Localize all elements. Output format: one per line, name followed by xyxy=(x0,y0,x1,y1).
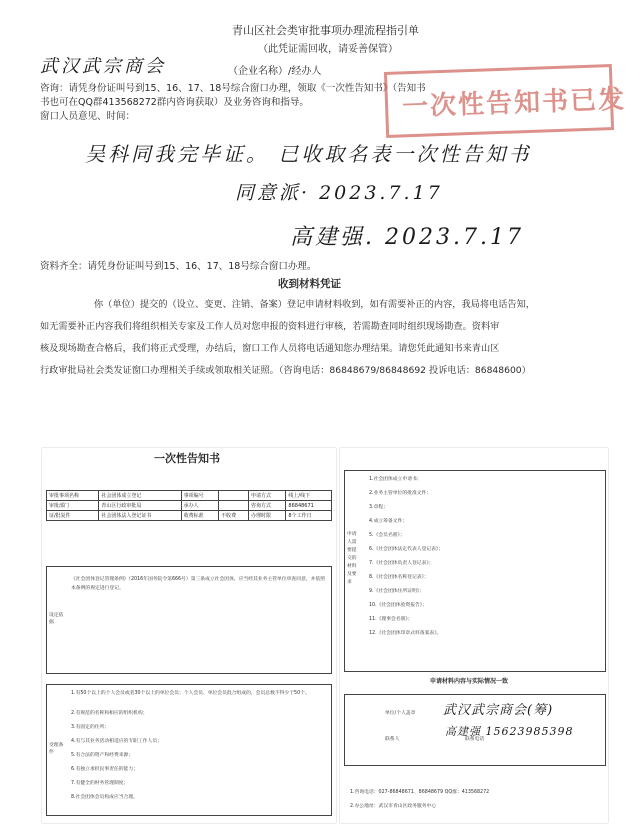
handwritten-note-2: 同意派· 2023.7.17 xyxy=(235,182,443,204)
bottom-note-1: 1.咨询电话：027-86848671、86848679 QQ群：413568272 xyxy=(350,790,490,795)
applicant-handwriting: 武汉武宗商会(筹) xyxy=(443,703,554,718)
table-cell: 社会团体成立登记 xyxy=(99,491,181,501)
consult-line-2: 书也可在QQ群413568272群内咨询获取）及业务咨询和指导。 xyxy=(40,97,309,108)
condition-item: 2.有规范的名称和相应的组织机构； xyxy=(71,711,148,716)
materials-side-label: 申请人需要提交的材料及要求 xyxy=(347,532,357,585)
condition-item: 4.有与其业务活动相适应的专职工作人员； xyxy=(71,739,162,744)
applicant-handwritten-name: 武汉武宗商会 xyxy=(40,56,166,77)
table-cell: 社会团体法人登记证书 xyxy=(99,511,181,521)
receipt-para-3: 核及现场勘查合格后，我们将正式受理，办结后，窗口工作人员将电话通知您办理结果。请您凭此通知书来青山区 xyxy=(40,343,500,354)
material-item: 2.业务主管单位的批准文件； xyxy=(369,491,432,496)
page-title: 青山区社会类审批事项办理流程指引单 xyxy=(232,24,419,37)
stamp-text: 一次性告知书已发 xyxy=(401,84,627,123)
material-item: 4.成立筹备文件； xyxy=(369,519,408,524)
notice-sheet-left xyxy=(42,448,336,823)
condition-item: 8.社会团体会员构成应当合理。 xyxy=(71,795,138,800)
table-cell: 不收费 xyxy=(219,511,249,521)
footer-note: 申请材料内容与实际情况一致 xyxy=(430,678,509,685)
material-item: 8.《社会团体名称登记表》； xyxy=(369,575,429,580)
material-item: 6.《社会团体法定代表人登记表》； xyxy=(369,547,444,552)
table-cell xyxy=(219,501,249,511)
law-basis-block xyxy=(46,566,332,674)
table-cell: 审批事项名称 xyxy=(47,491,99,501)
material-item: 12.《社会团体印章式样备案表》。 xyxy=(369,631,442,636)
material-item: 9.《社会团体住所证明》； xyxy=(369,589,424,594)
applicant-sign-block xyxy=(344,694,606,766)
materials-block xyxy=(344,470,606,672)
red-stamp xyxy=(384,64,627,138)
page-subtitle: （此凭证需回收，请妥善保管） xyxy=(258,44,398,55)
receipt-para-1: 你（单位）提交的（设立、变更、注销、备案）登记申请材料收到，如有需要补正的内容，我局将电话告知， xyxy=(94,299,535,310)
condition-item: 5.有合法的资产和经费来源； xyxy=(71,753,134,758)
table-cell: 承办人 xyxy=(181,501,218,511)
contact-handwriting: 高建强 15623985398 xyxy=(445,725,574,738)
table-cell: 线上/线下 xyxy=(286,491,332,501)
material-item: 3.章程； xyxy=(369,505,388,510)
conditions-label: 受理条件 xyxy=(49,743,64,755)
table-cell: 证/批复件 xyxy=(47,511,99,521)
table-cell: 审批部门 xyxy=(47,501,99,511)
notice-sheet-right xyxy=(340,448,608,823)
table-cell: 收费标准 xyxy=(181,511,218,521)
handwritten-signature: 高建强. 2023.7.17 xyxy=(290,225,524,250)
table-row xyxy=(47,501,332,511)
material-item: 5.《会员名册》； xyxy=(369,533,405,538)
table-cell: 青山区行政审批局 xyxy=(99,501,181,511)
notice-title: 一次性告知书 xyxy=(154,452,220,465)
materials-complete: 资料齐全：请凭身份证叫号到15、16、17、18号综合窗口办理。 xyxy=(40,261,317,272)
conditions-block xyxy=(46,684,332,816)
material-item: 1.社会团体成立申请书； xyxy=(369,477,422,482)
table-cell: 事项编号 xyxy=(181,491,218,501)
table-cell: 申请方式 xyxy=(249,491,286,501)
table-cell: 8个工作日 xyxy=(286,511,332,521)
window-opinion-label: 窗口人员意见、时间： xyxy=(40,111,136,122)
applicant-name-label: （企业名称）/经办人 xyxy=(228,66,322,77)
law-basis-label: 设定依据 xyxy=(49,613,64,625)
material-item: 10.《社会团体验资报告》； xyxy=(369,603,427,608)
condition-item: 3.有固定的住所； xyxy=(71,725,110,730)
contact-phone-label: 联系电话 xyxy=(465,737,485,742)
receipt-para-2: 如无需要补正内容我们将组织相关专家及工作人员对您申报的资料进行审核，若需勘查同时组织现场勘查。资料审 xyxy=(40,321,500,332)
condition-item: 1.有50个以上的个人会员或者30个以上的单位会员；个人会员、单位会员混合组成的，会员总数不得少于50个。 xyxy=(71,691,310,696)
applicant-seal-label: 单位/个人盖章 xyxy=(385,711,416,716)
table-cell: 咨询方式 xyxy=(249,501,286,511)
consult-line-1: 咨询：请凭身份证叫号到15、16、17、18号综合窗口办理，领取《一次性告知书》（告知书 xyxy=(40,83,426,94)
condition-item: 6.有独立承担民事责任的能力； xyxy=(71,767,138,772)
table-cell: 办理时限 xyxy=(249,511,286,521)
table-cell: 86848671 xyxy=(286,501,332,511)
bottom-note-2: 2.办公地址：武汉市青山区政务服务中心 xyxy=(350,804,437,809)
material-item: 7.《社会团体负责人登记表》； xyxy=(369,561,434,566)
table-row xyxy=(47,511,332,521)
condition-item: 7.有健全的财务管理制度； xyxy=(71,781,129,786)
notice-info-table xyxy=(46,490,332,521)
law-basis-text: 《社会团体登记管理条例》（2016年国务院令第666号）第三条成立社会团体，应当经其业务主管单位审查同意，并依照本条例的规定进行登记。 xyxy=(71,577,326,591)
receipt-para-4: 行政审批局社会类发证窗口办理相关手续或领取相关证照。（咨询电话：86848679/86848692 投诉电话：86848600） xyxy=(40,365,531,376)
contact-label: 联系人 xyxy=(385,737,400,742)
handwritten-note-1: 吴科同我完毕证。 已收取名表一次性告知书 xyxy=(85,142,532,166)
material-item: 11.《理事会名册》； xyxy=(369,617,413,622)
receipt-title: 收到材料凭证 xyxy=(278,278,341,290)
table-cell xyxy=(219,491,249,501)
table-row xyxy=(47,491,332,501)
